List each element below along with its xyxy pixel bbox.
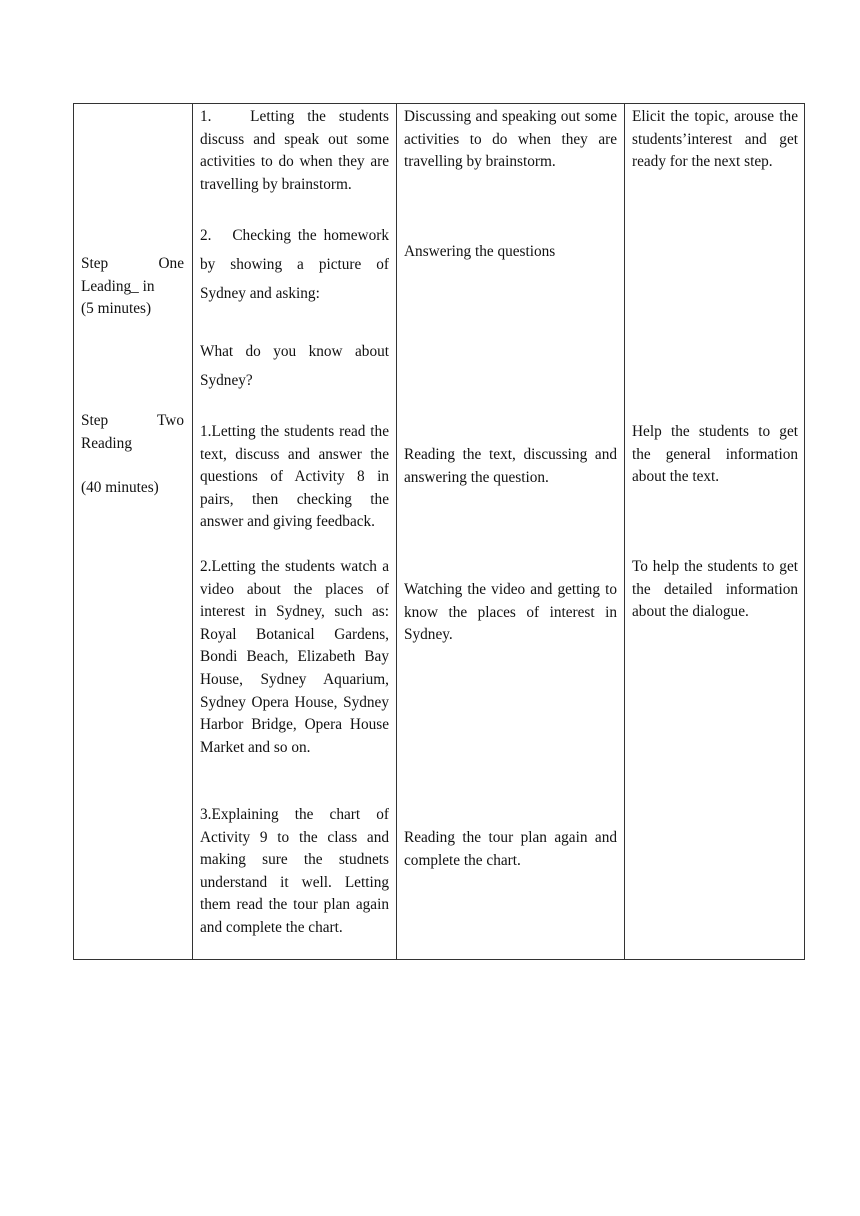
purpose-3: To help the students to get the detailed information about the dialogue.	[632, 558, 798, 621]
student-activity-2: Answering the questions	[404, 243, 556, 260]
column-divider	[624, 104, 625, 959]
teacher-activity-3: 1.Letting the students read the text, discuss and answer the questions of Activity 8 in pairs, then checking the answer and giving feedback.	[200, 423, 389, 531]
purpose-1: Elicit the topic, arouse the students’interest and get ready for the next step.	[632, 108, 798, 171]
teacher-activity-4: 2.Letting the students watch a video about the places of interest in Sydney, such as: Royal Botanical Gardens, Bondi Beach, Elizabeth Bay House, Sydney Aquarium, Sydney Opera House, Sydney Harbor Bridge, Opera House Market and so on.	[200, 558, 389, 756]
purpose-2: Help the students to get the general information about the text.	[632, 423, 798, 486]
teacher-activity-2: 2. Checking the homework by showing a picture of Sydney and asking:	[200, 227, 389, 302]
lesson-plan-table	[73, 103, 805, 960]
student-activity-4: Watching the video and getting to know the places of interest in Sydney.	[404, 581, 617, 644]
column-divider	[192, 104, 193, 959]
step-two-cell	[81, 410, 184, 500]
step-two-subtitle: Reading	[81, 434, 132, 452]
step-one-subtitle: Leading_ in	[81, 277, 155, 295]
student-activity-3: Reading the text, discussing and answering the question.	[404, 446, 617, 486]
step-one-title: Step One	[81, 255, 184, 272]
step-one-time: (5 minutes)	[81, 300, 152, 318]
teacher-activity-2-question: What do you know about Sydney?	[200, 343, 389, 389]
column-divider	[396, 104, 397, 959]
student-activity-5: Reading the tour plan again and complete the chart.	[404, 829, 617, 869]
step-two-title: Step Two	[81, 412, 184, 429]
teacher-activity-1: 1. Letting the students discuss and speak out some activities to do when they are travelling by brainstorm.	[200, 108, 389, 193]
step-two-time: (40 minutes)	[81, 479, 159, 497]
teacher-activity-5: 3.Explaining the chart of Activity 9 to the class and making sure the studnets understand it well. Letting them read the tour plan again and complete the chart.	[200, 806, 389, 936]
student-activity-1: Discussing and speaking out some activities to do when they are travelling by brainstorm.	[404, 108, 617, 171]
step-one-cell	[81, 253, 184, 321]
